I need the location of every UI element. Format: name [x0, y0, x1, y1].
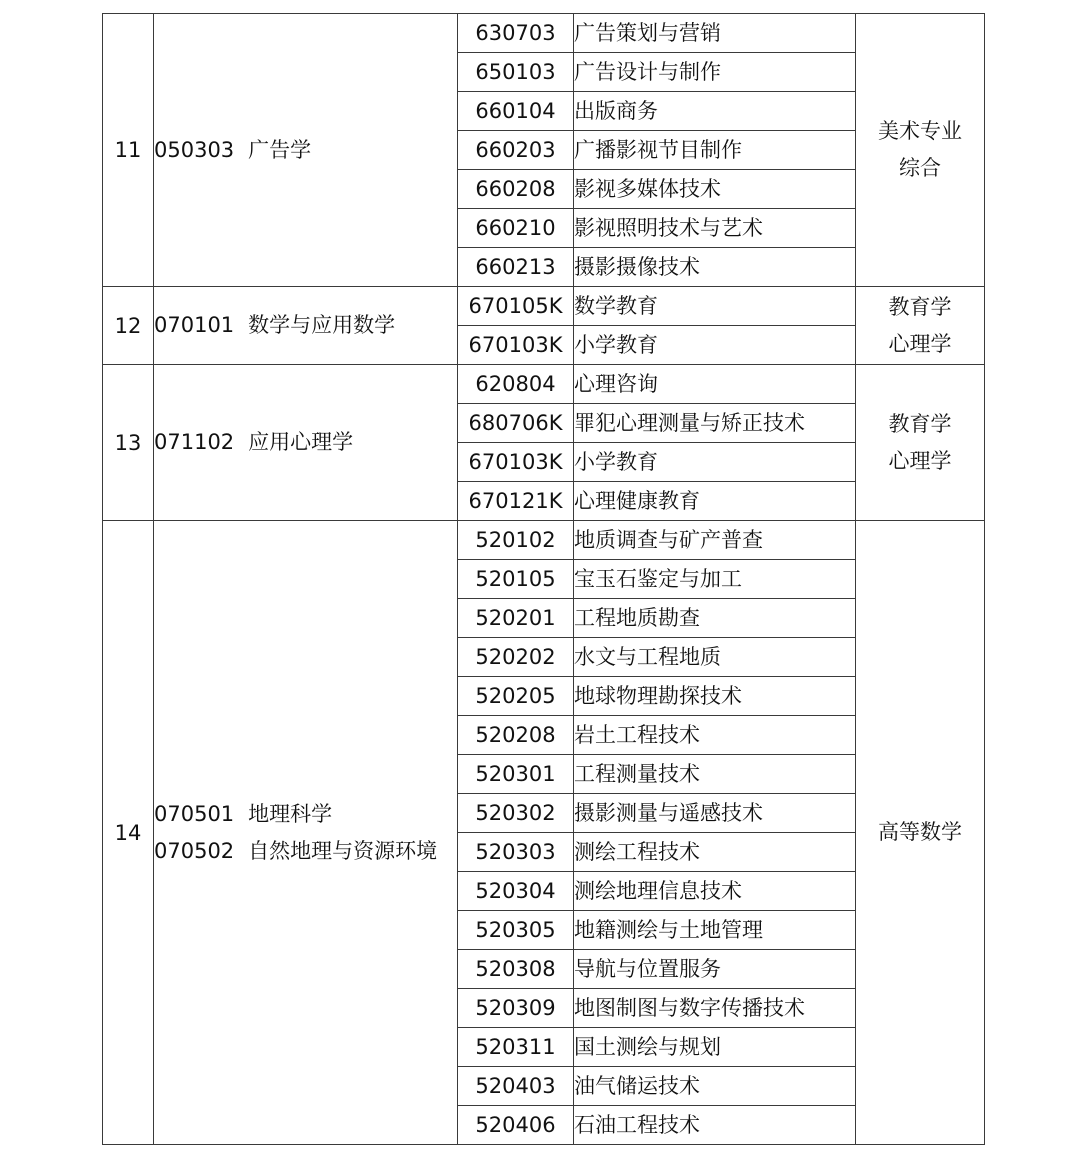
vocational-major-code: 670105K	[458, 287, 574, 326]
vocational-major-name: 小学教育	[574, 443, 856, 482]
undergrad-major-cell	[154, 14, 458, 287]
exam-subject: 心理学	[888, 448, 952, 473]
undergrad-major-line	[154, 132, 457, 169]
vocational-major-name: 摄影摄像技术	[574, 248, 856, 287]
table-row	[103, 521, 985, 560]
vocational-major-code: 660203	[458, 131, 574, 170]
vocational-major-name: 罪犯心理测量与矫正技术	[574, 404, 856, 443]
vocational-major-code: 520304	[458, 872, 574, 911]
vocational-major-code: 520403	[458, 1067, 574, 1106]
vocational-major-code: 520201	[458, 599, 574, 638]
group-index-cell: 14	[103, 521, 154, 1145]
vocational-major-name: 地图制图与数字传播技术	[574, 989, 856, 1028]
undergrad-major-cell	[154, 287, 458, 365]
vocational-major-code: 660213	[458, 248, 574, 287]
vocational-major-name: 导航与位置服务	[574, 950, 856, 989]
table-row	[103, 14, 985, 53]
exam-subject: 教育学	[888, 294, 952, 319]
vocational-major-name: 石油工程技术	[574, 1106, 856, 1145]
undergrad-major-line	[154, 307, 457, 344]
major-correspondence-table	[102, 13, 985, 1145]
exam-subject-cell	[856, 521, 985, 1145]
exam-subject-cell	[856, 287, 985, 365]
vocational-major-name: 岩土工程技术	[574, 716, 856, 755]
vocational-major-name: 宝玉石鉴定与加工	[574, 560, 856, 599]
undergrad-major-name: 广告学	[248, 137, 312, 162]
undergrad-major-cell	[154, 521, 458, 1145]
vocational-major-code: 520305	[458, 911, 574, 950]
vocational-major-code: 670103K	[458, 326, 574, 365]
group-index-cell: 11	[103, 14, 154, 287]
undergrad-major-code: 071102	[154, 430, 235, 454]
vocational-major-code: 670121K	[458, 482, 574, 521]
vocational-major-code: 620804	[458, 365, 574, 404]
undergrad-major-name: 自然地理与资源环境	[248, 838, 438, 863]
vocational-major-code: 660104	[458, 92, 574, 131]
vocational-major-name: 影视多媒体技术	[574, 170, 856, 209]
vocational-major-name: 出版商务	[574, 92, 856, 131]
table-row	[103, 287, 985, 326]
exam-subject: 综合	[899, 156, 941, 180]
vocational-major-code: 680706K	[458, 404, 574, 443]
vocational-major-name: 工程测量技术	[574, 755, 856, 794]
vocational-major-code: 520202	[458, 638, 574, 677]
vocational-major-name: 工程地质勘查	[574, 599, 856, 638]
vocational-major-name: 数学教育	[574, 287, 856, 326]
undergrad-major-code: 070101	[154, 313, 235, 337]
vocational-major-code: 520308	[458, 950, 574, 989]
undergrad-major-code: 070502	[154, 838, 235, 863]
exam-subject: 高等数学	[878, 820, 962, 844]
undergrad-major-code: 070501	[154, 801, 235, 826]
undergrad-major-name: 数学与应用数学	[248, 313, 396, 337]
vocational-major-code: 520302	[458, 794, 574, 833]
vocational-major-code: 520102	[458, 521, 574, 560]
vocational-major-code: 520309	[458, 989, 574, 1028]
vocational-major-name: 广告设计与制作	[574, 53, 856, 92]
table-row	[103, 365, 985, 404]
undergrad-major-name: 地理科学	[248, 801, 333, 826]
vocational-major-name: 心理健康教育	[574, 482, 856, 521]
undergrad-major-line	[154, 424, 457, 461]
vocational-major-name: 地籍测绘与土地管理	[574, 911, 856, 950]
vocational-major-code: 650103	[458, 53, 574, 92]
vocational-major-name: 国土测绘与规划	[574, 1028, 856, 1067]
group-index-cell: 12	[103, 287, 154, 365]
vocational-major-name: 测绘地理信息技术	[574, 872, 856, 911]
vocational-major-name: 油气储运技术	[574, 1067, 856, 1106]
vocational-major-code: 520105	[458, 560, 574, 599]
vocational-major-name: 小学教育	[574, 326, 856, 365]
vocational-major-name: 水文与工程地质	[574, 638, 856, 677]
exam-subject-cell	[856, 14, 985, 287]
vocational-major-code: 660208	[458, 170, 574, 209]
vocational-major-code: 520303	[458, 833, 574, 872]
vocational-major-code: 520301	[458, 755, 574, 794]
undergrad-major-name: 应用心理学	[248, 430, 354, 454]
vocational-major-name: 摄影测量与遥感技术	[574, 794, 856, 833]
undergrad-major-line	[154, 833, 457, 870]
undergrad-major-code: 050303	[154, 137, 235, 162]
vocational-major-code: 660210	[458, 209, 574, 248]
vocational-major-code: 630703	[458, 14, 574, 53]
table-body	[103, 14, 985, 1145]
vocational-major-code: 520406	[458, 1106, 574, 1145]
vocational-major-name: 影视照明技术与艺术	[574, 209, 856, 248]
vocational-major-code: 520311	[458, 1028, 574, 1067]
exam-subject: 教育学	[888, 411, 952, 436]
exam-subject-cell	[856, 365, 985, 521]
vocational-major-code: 520205	[458, 677, 574, 716]
vocational-major-name: 地球物理勘探技术	[574, 677, 856, 716]
exam-subject: 心理学	[888, 331, 952, 356]
undergrad-major-line	[154, 796, 457, 833]
vocational-major-name: 地质调查与矿产普查	[574, 521, 856, 560]
exam-subject: 美术专业	[878, 119, 962, 143]
vocational-major-name: 广播影视节目制作	[574, 131, 856, 170]
group-index-cell: 13	[103, 365, 154, 521]
vocational-major-code: 520208	[458, 716, 574, 755]
undergrad-major-cell	[154, 365, 458, 521]
vocational-major-code: 670103K	[458, 443, 574, 482]
vocational-major-name: 心理咨询	[574, 365, 856, 404]
vocational-major-name: 测绘工程技术	[574, 833, 856, 872]
vocational-major-name: 广告策划与营销	[574, 14, 856, 53]
